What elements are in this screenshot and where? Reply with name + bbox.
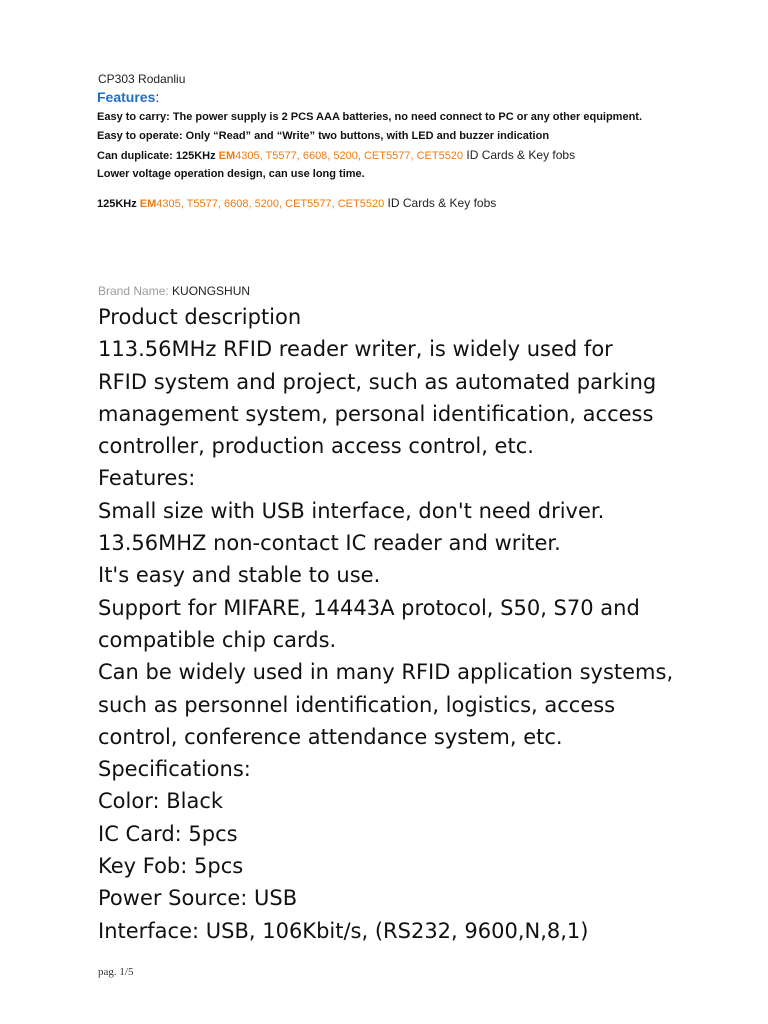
feature-cards-suffix: ID Cards & Key fobs [384, 196, 497, 210]
feature-can-duplicate [97, 148, 575, 162]
body-line: Product description [98, 305, 302, 329]
body-line: Support for MIFARE, 14443A protocol, S50, S70 and [98, 595, 640, 620]
body-line: 113.56MHz RFID reader writer, is widely used for [98, 337, 613, 362]
feature-cards-prefix: 125KHz [97, 198, 140, 210]
body-line: Features: [98, 466, 196, 491]
body-line: such as personnel identification, logistics, access [98, 692, 616, 717]
features-heading-label: Features [97, 89, 156, 105]
body-line: management system, personal identification, access [98, 401, 654, 426]
brand-name-label: Brand Name: [98, 284, 173, 298]
features-heading [97, 89, 159, 105]
product-description-body [98, 301, 738, 947]
body-line: It's easy and stable to use. [98, 563, 381, 588]
body-line: Can be widely used in many RFID application systems, [98, 660, 674, 685]
body-line: IC Card: 5pcs [98, 821, 238, 846]
body-line: RFID system and project, such as automated parking [98, 369, 657, 394]
page-number: pag. 1/5 [98, 966, 134, 978]
feature-duplicate-suffix: ID Cards & Key fobs [463, 148, 576, 162]
body-line: controller, production access control, etc. [98, 434, 534, 459]
brand-name-value: KUONGSHUN [172, 284, 251, 298]
feature-easy-carry: Easy to carry: The power supply is 2 PCS AAA batteries, no need connect to PC or any other equipment. [97, 111, 643, 123]
body-line: compatible chip cards. [98, 627, 337, 652]
body-line: Power Source: USB [98, 886, 298, 911]
feature-cards-models: 4305, T5577, 6608, 5200, CET5577, CET5520 [156, 198, 385, 210]
body-line: Specifications: [98, 757, 251, 782]
brand-name [98, 284, 250, 298]
feature-easy-operate: Easy to operate: Only “Read” and “Write” two buttons, with LED and buzzer indication [97, 130, 550, 142]
feature-duplicate-em: EM [218, 150, 236, 162]
body-line: Interface: USB, 106Kbit/s, (RS232, 9600,N,8,1) [98, 918, 589, 943]
feature-low-voltage: Lower voltage operation design, can use long time. [97, 168, 365, 180]
body-line: Color: Black [98, 789, 224, 814]
feature-duplicate-models: 4305, T5577, 6608, 5200, CET5577, CET5520 [235, 150, 464, 162]
feature-supported-cards [97, 196, 496, 210]
body-line: 13.56MHZ non-contact IC reader and writer. [98, 531, 561, 556]
feature-duplicate-prefix: Can duplicate: 125KHz [97, 150, 219, 162]
features-heading-colon: : [155, 89, 160, 105]
body-line: control, conference attendance system, etc. [98, 724, 563, 749]
body-line: Key Fob: 5pcs [98, 854, 244, 879]
feature-cards-em: EM [139, 198, 157, 210]
body-line: Small size with USB interface, don't need driver. [98, 498, 605, 523]
document-header: CP303 Rodanliu [98, 72, 186, 86]
